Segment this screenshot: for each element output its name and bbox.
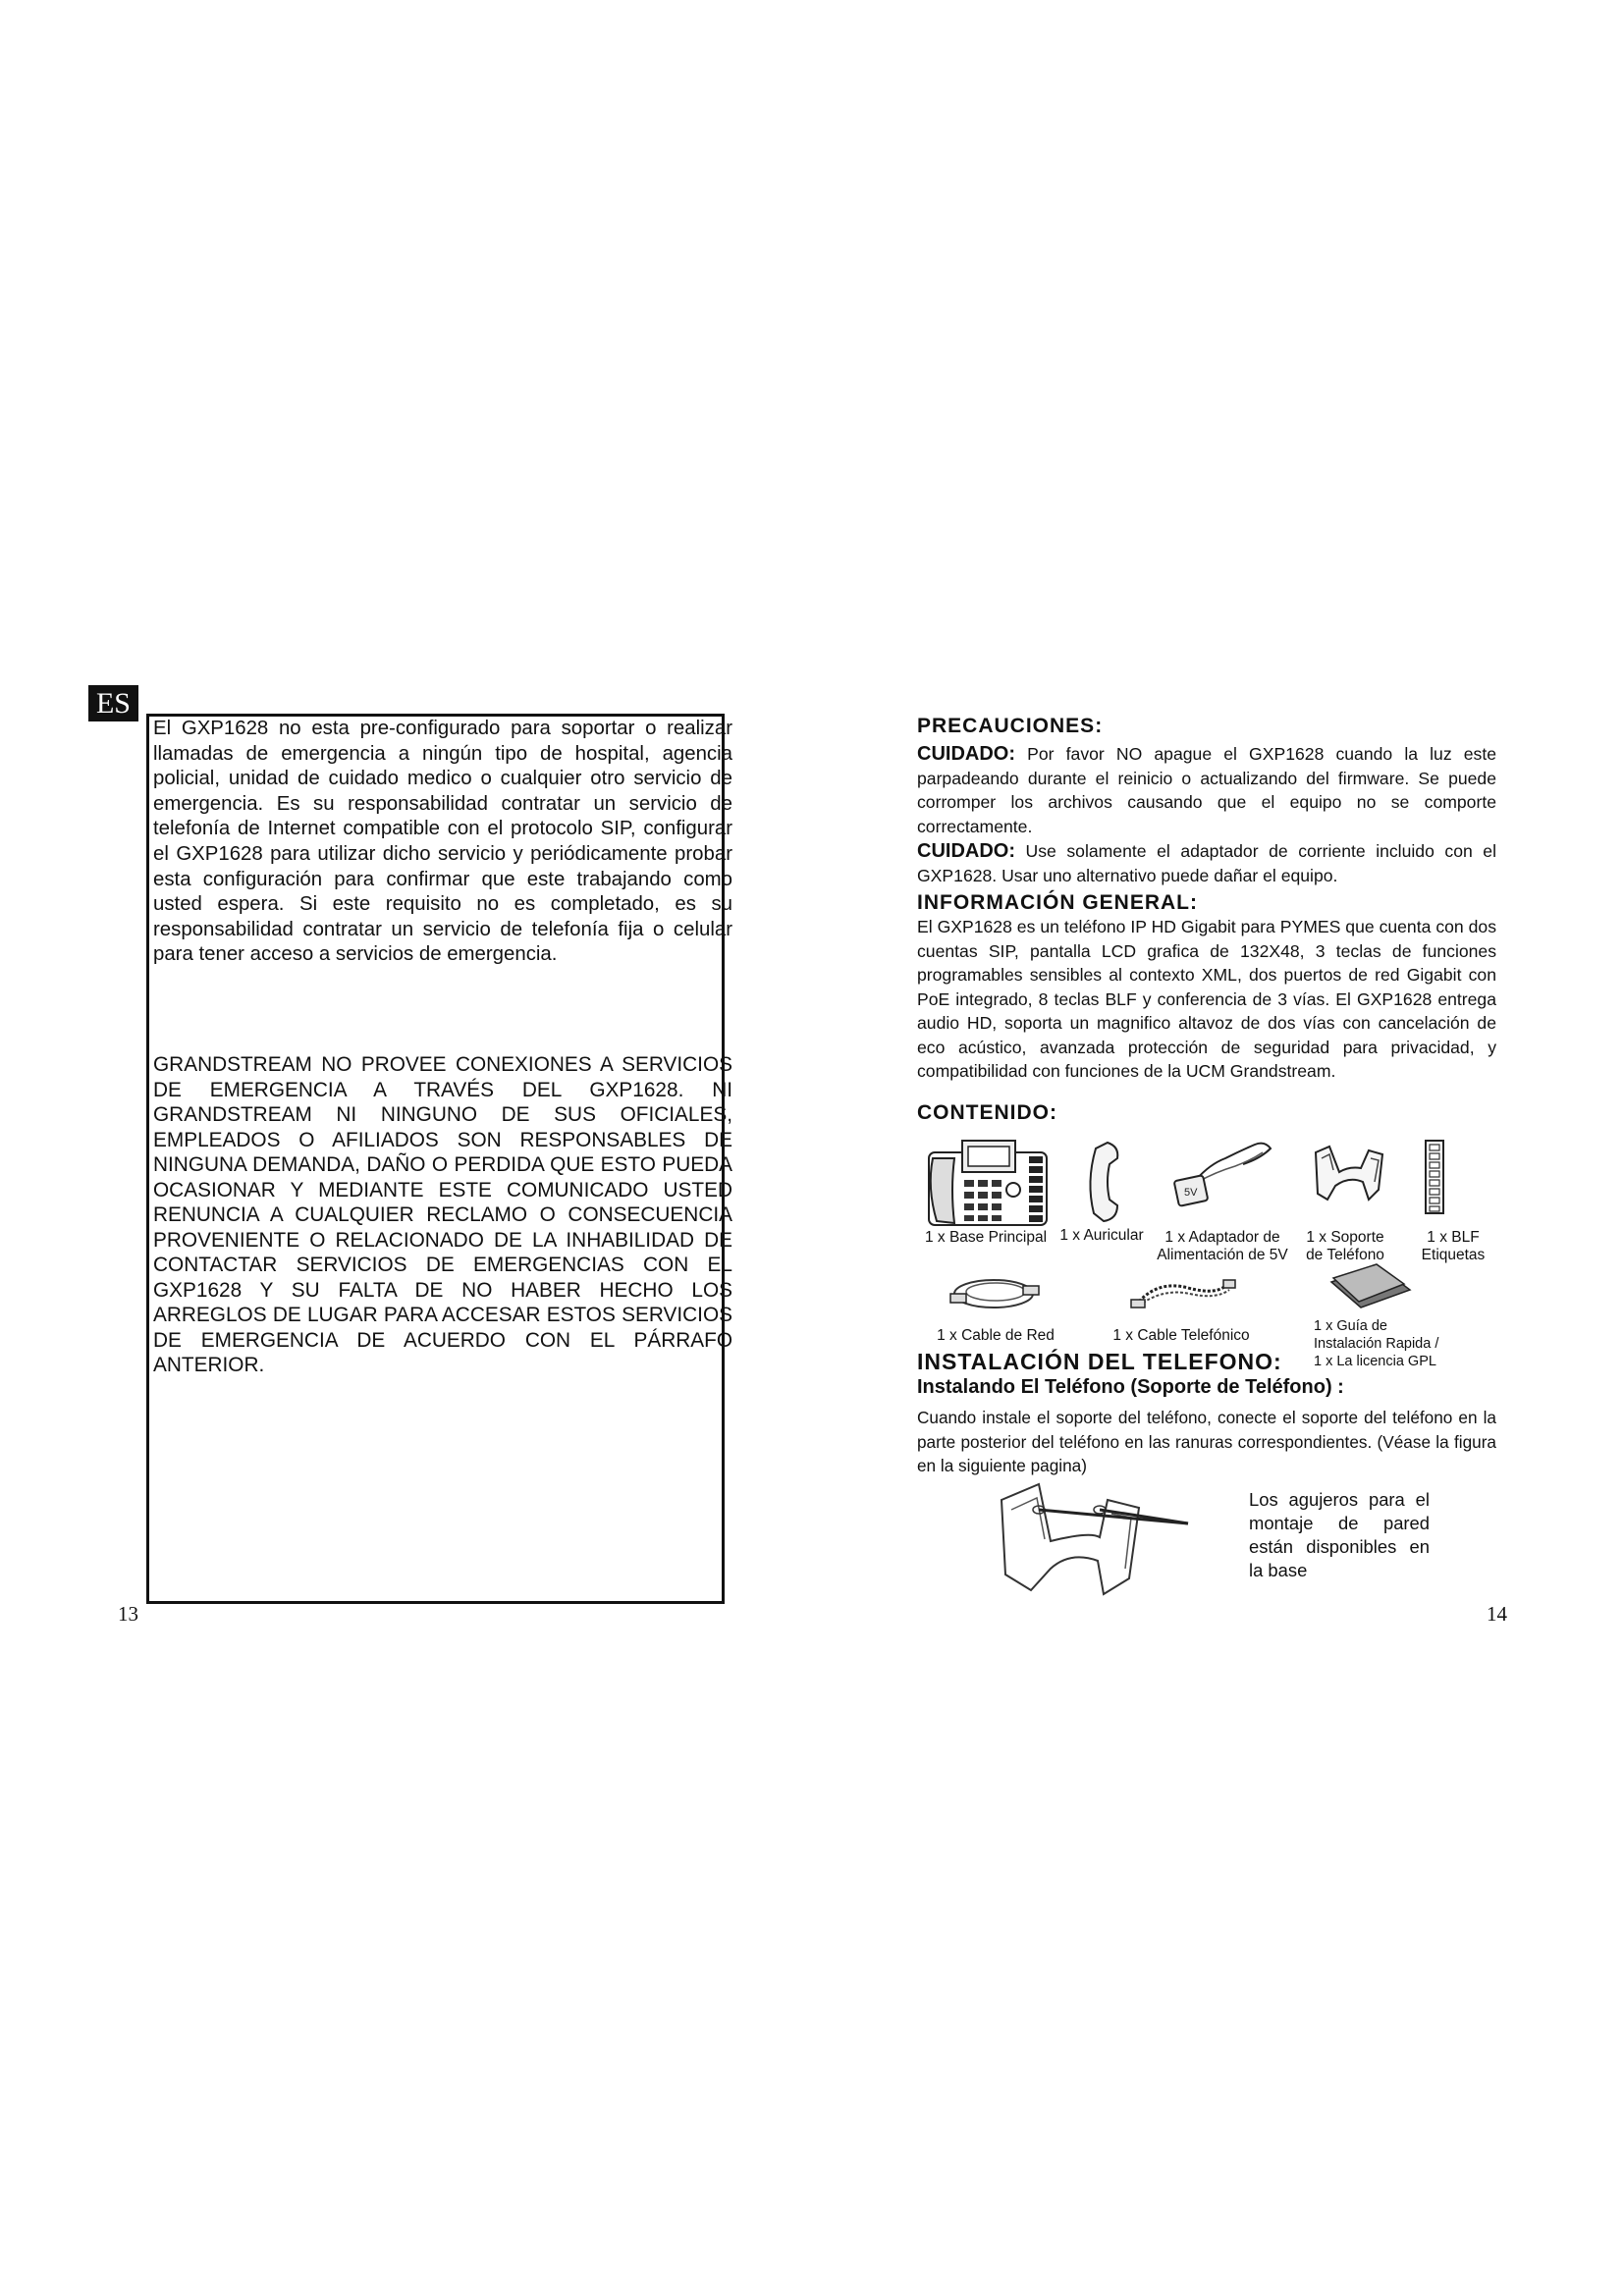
svg-text:5V: 5V	[1184, 1187, 1198, 1199]
page-number-left: 13	[118, 1602, 138, 1626]
phone-cable-icon	[1129, 1274, 1237, 1311]
caution-paragraph-1	[917, 742, 1496, 838]
handset-icon	[1084, 1141, 1123, 1223]
page-number-right: 14	[1487, 1602, 1507, 1626]
precauciones-heading: PRECAUCIONES:	[917, 715, 1104, 737]
content-label: 1 x Adaptador de Alimentación de 5V	[1157, 1229, 1288, 1263]
phone-base-icon	[927, 1139, 1050, 1229]
phone-stand-figure	[982, 1480, 1208, 1598]
content-label: 1 x Guía de Instalación Rapida / 1 x La licencia GPL	[1314, 1318, 1439, 1369]
content-label: 1 x Base Principal	[924, 1229, 1048, 1246]
instalacion-paragraph: Cuando instale el soporte del teléfono, conecte el soporte del teléfono en la parte posterior del teléfono en las ranuras correspondientes. (Véase la figura en la siguiente pagina)	[917, 1408, 1496, 1475]
wall-mount-note: Los agujeros para el montaje de pared están disponibles en la base	[1249, 1489, 1430, 1580]
instalacion-heading: INSTALACIÓN DEL TELEFONO:	[917, 1349, 1282, 1374]
blf-labels-icon	[1424, 1139, 1445, 1215]
caution-text: Use solamente el adaptador de corriente incluido con el GXP1628. Usar uno alternativo puede dañar el equipo.	[917, 841, 1496, 885]
caution-paragraph-2	[917, 839, 1496, 887]
content-label: 1 x Cable de Red	[937, 1327, 1055, 1344]
contenido-heading: CONTENIDO:	[917, 1101, 1057, 1124]
quick-guide-icon	[1327, 1262, 1412, 1311]
power-adapter-icon	[1166, 1137, 1274, 1215]
caution-label: CUIDADO:	[917, 743, 1015, 765]
emergency-warning-paragraph: GRANDSTREAM NO PROVEE CONEXIONES A SERVICIOS DE EMERGENCIA A TRAVÉS DEL GXP1628. NI GRANDSTREAM NI NINGUNO DE SUS OFICIALES, EMPLEADOS O AFILIADOS SON RESPONSABLES DE NINGUNA DEMANDA, DAÑO O PERDIDA QUE ESTO PUEDA OCASIONAR Y MEDIANTE ESTE COMUNICADO USTED RENUNCIA A CUALQUIER RECLAMO O CONSECUENCIA PROVENIENTE O RELACIONADO DE LA INHABILIDAD DE CONTACTAR SERVICIOS DE EMERGENCIAS CON EL GXP1628 Y SU FALTA DE NO HABER HECHO LOS ARREGLOS DE LUGAR PARA ACCESAR ESTOS SERVICIOS DE EMERGENCIA DE ACUERDO CON EL PÁRRAFO ANTERIOR.	[153, 1053, 732, 1376]
language-tag: ES	[88, 685, 138, 721]
network-cable-icon	[947, 1272, 1045, 1313]
informacion-general-heading: INFORMACIÓN GENERAL:	[917, 891, 1198, 914]
content-label: 1 x Auricular	[1059, 1227, 1144, 1244]
informacion-general-paragraph: El GXP1628 es un teléfono IP HD Gigabit para PYMES que cuenta con dos cuentas SIP, pantalla LCD grafica de 132X48, 3 teclas de funciones programables sensibles al contexto XML, dos puertos de red Gigabit con PoE integrado, 8 teclas BLF y conferencia de 3 vías. El GXP1628 entrega audio HD, soporta un magnifico altavoz de dos vías con cancelación de eco acústico, avanzada protección de seguridad para privacidad, y compatibilidad con funciones de la UCM Grandstream.	[917, 917, 1496, 1081]
caution-label: CUIDADO:	[917, 840, 1015, 862]
content-label: 1 x Cable Telefónico	[1112, 1327, 1250, 1344]
content-label: 1 x BLF Etiquetas	[1421, 1229, 1486, 1263]
content-label: 1 x Soporte de Teléfono	[1306, 1229, 1384, 1263]
instalacion-subheading: Instalando El Teléfono (Soporte de Teléfono) :	[917, 1376, 1344, 1398]
emergency-disclaimer-paragraph: El GXP1628 no esta pre-configurado para soportar o realizar llamadas de emergencia a ningún tipo de hospital, agencia policial, unidad de cuidado medico o cualquier otro servicio de emergencia. Es su responsabilidad contratar un servicio de telefonía de Internet compatible con el protocolo SIP, configurar el GXP1628 para utilizar dicho servicio y periódicamente probar esta configuración para confirmar que este trabajando como usted espera. Si este requisito no es completado, es su responsabilidad contratar un servicio de telefonía fija o celular para tener acceso a servicios de emergencia.	[153, 718, 732, 966]
phone-stand-icon	[1310, 1143, 1388, 1203]
caution-text: Por favor NO apague el GXP1628 cuando la luz este parpadeando durante el reinicio o actualizando del firmware. Se puede corromper los archivos causando que el equipo no se comporte correctamente.	[917, 744, 1497, 836]
